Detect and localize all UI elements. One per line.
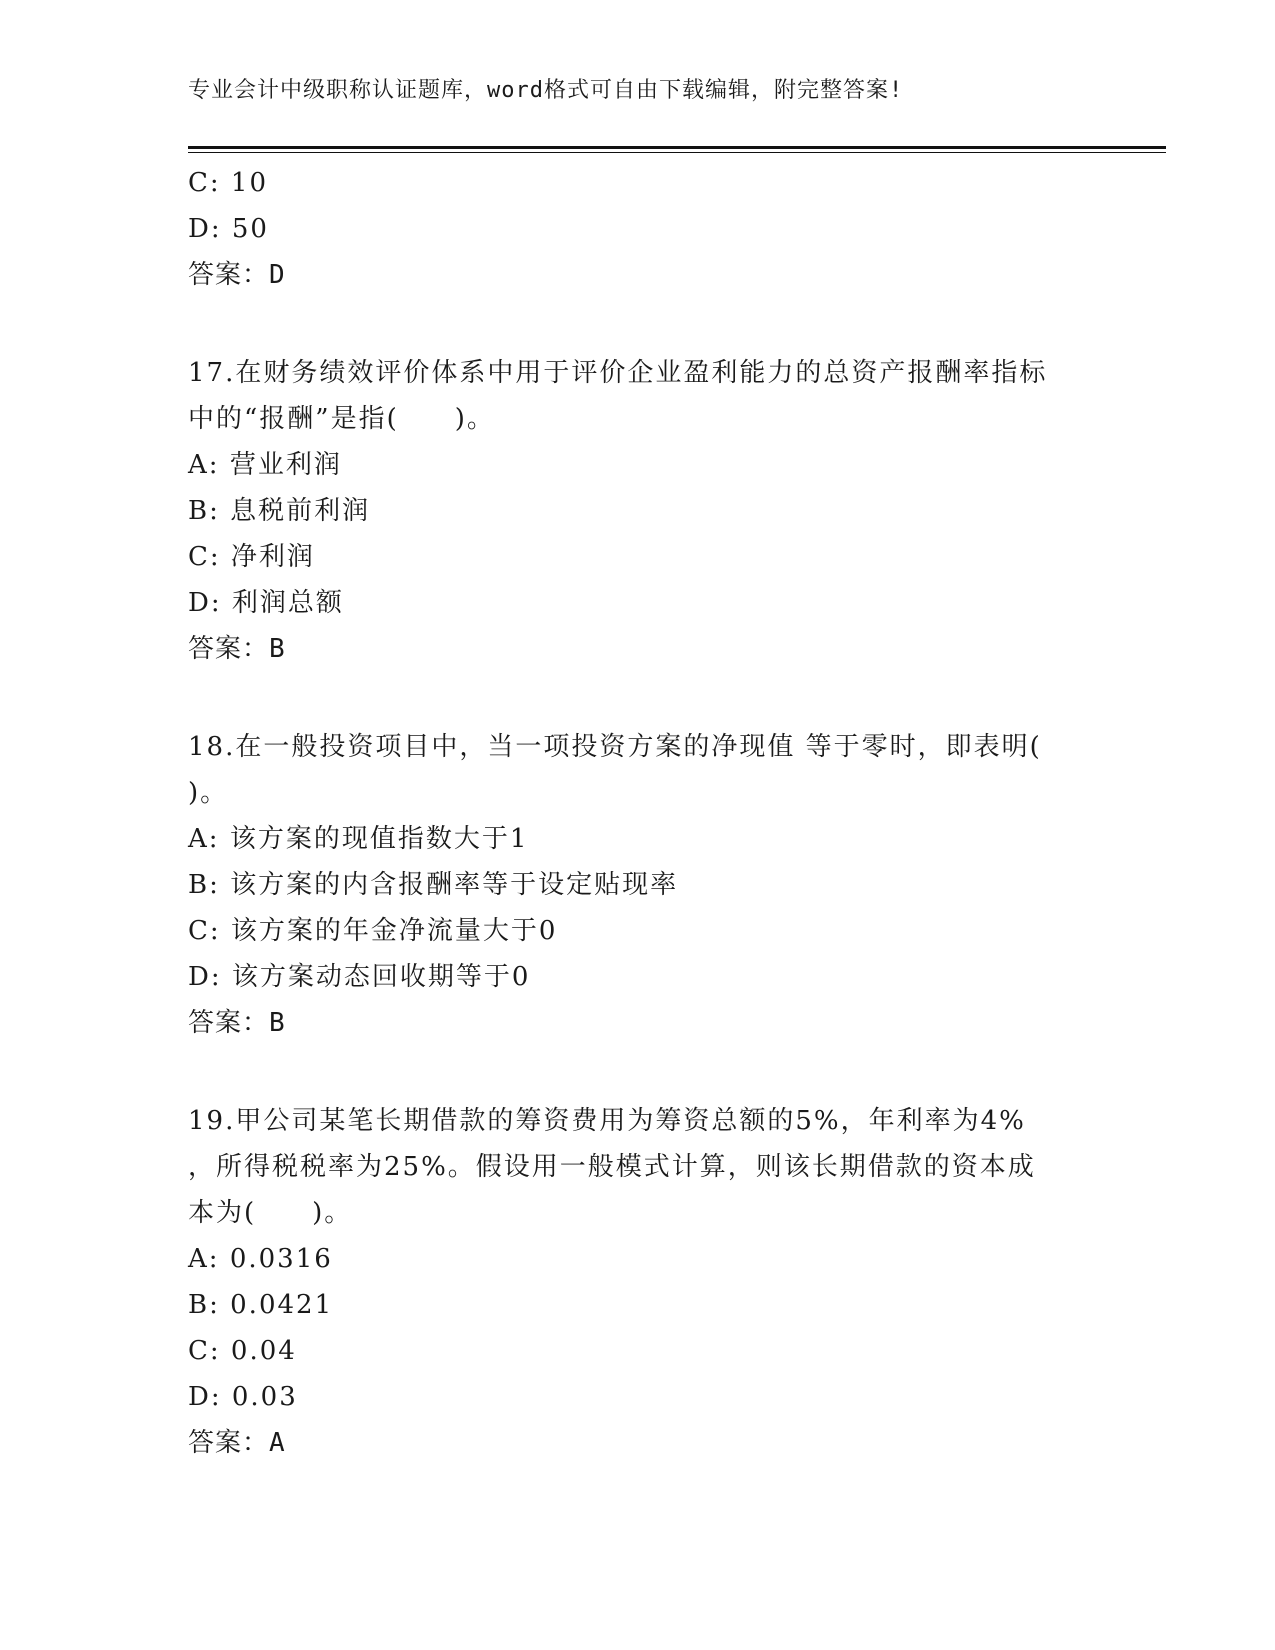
question-block-prev [188,160,1088,298]
option-b: B: 该方案的内含报酬率等于设定贴现率 [188,870,679,900]
option-b: B: 息税前利润 [188,496,371,526]
page-header: 专业会计中级职称认证题库，word格式可自由下载编辑，附完整答案! [188,78,904,103]
answer-line: 答案：D [188,260,286,290]
answer-line: 答案：A [188,1428,286,1458]
question-stem-line: 本为( )。 [188,1198,353,1228]
option-c: C: 0.04 [188,1336,297,1366]
option-c: C: 净利润 [188,542,315,572]
question-stem-line: 18.在一般投资项目中，当一项投资方案的净现值 等于零时，即表明( [188,732,1042,762]
question-stem-line: 17.在财务绩效评价体系中用于评价企业盈利能力的总资产报酬率指标 [188,358,1048,388]
header-rule-thick [188,146,1166,149]
option-b: B: 0.0421 [188,1290,334,1320]
option-a: A: 营业利润 [188,450,342,480]
question-block-17 [188,350,1088,672]
question-stem-line: 中的“报酬”是指( )。 [188,404,495,434]
question-stem-line: 19.甲公司某笔长期借款的筹资费用为筹资总额的5%，年利率为4% [188,1106,1026,1136]
option-d: D: 该方案动态回收期等于0 [188,962,531,992]
question-stem-line: ，所得税税率为25%。假设用一般模式计算，则该长期借款的资本成 [188,1152,1036,1182]
option-c: C: 10 [188,168,269,198]
question-block-19 [188,1098,1088,1466]
option-a: A: 该方案的现值指数大于1 [188,824,529,854]
question-stem-line: )。 [188,778,229,808]
answer-line: 答案：B [188,1008,286,1038]
option-a: A: 0.0316 [188,1244,333,1274]
option-c: C: 该方案的年金净流量大于0 [188,916,558,946]
question-list [188,160,1088,1466]
option-d: D: 0.03 [188,1382,298,1412]
option-d: D: 50 [188,214,269,244]
answer-line: 答案：B [188,634,286,664]
header-rule-thin [188,152,1166,153]
question-block-18 [188,724,1088,1046]
option-d: D: 利润总额 [188,588,344,618]
